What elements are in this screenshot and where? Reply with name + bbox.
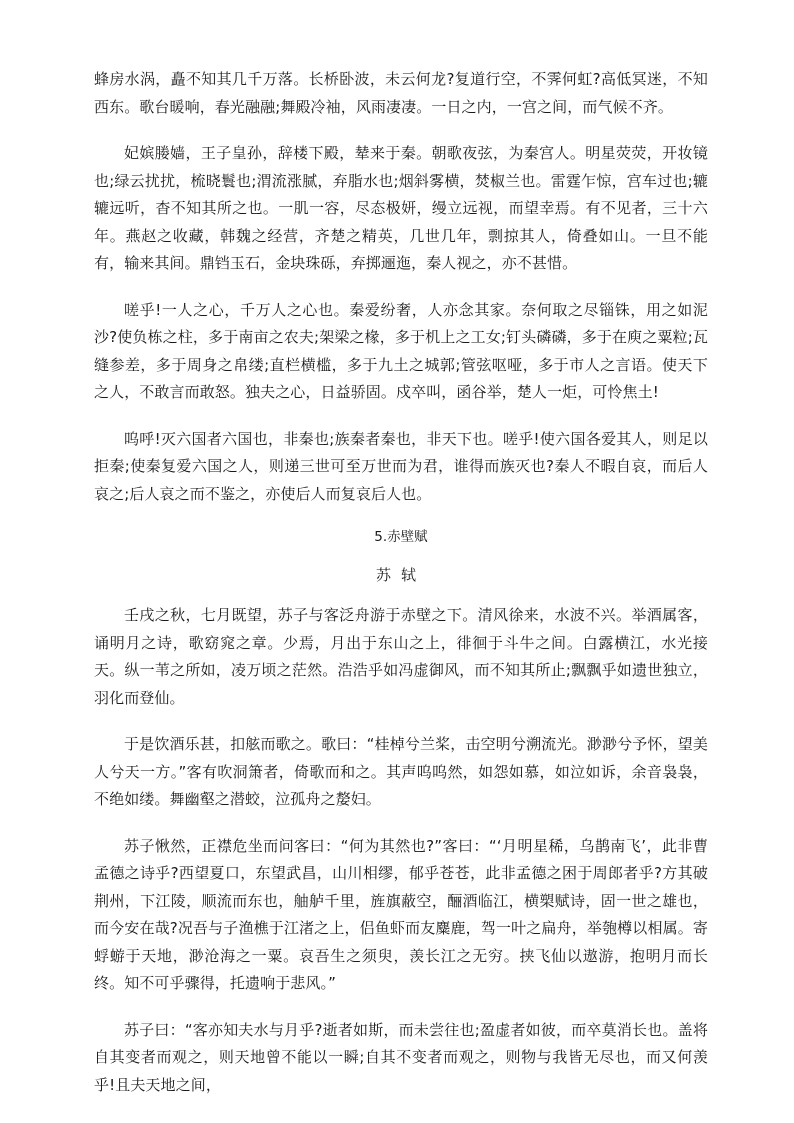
paragraph-ebang-2: 妃嫔媵嫱，王子皇孙，辞楼下殿，辇来于秦。朝歌夜弦，为秦宫人。明星荧荧，开妆镜也;绿云扰扰，梳晓鬟也;渭流涨腻，弃脂水也;烟斜雾横，焚椒兰也。雷霆乍惊，宫车过也;辘辘远听，杳不知其所之也。一肌一容，尽态极妍，缦立远视，而望幸焉。有不见者，三十六年。燕赵之收藏，韩魏之经营，齐楚之精英，几世几年，剽掠其人，倚叠如山。一旦不能有，输来其间。鼎铛玉石，金块珠砾，弃掷逦迤，秦人视之，亦不甚惜。 (94, 144, 708, 272)
paragraph-chibi-1: 壬戌之秋，七月既望，苏子与客泛舟游于赤壁之下。清风徐来，水波不兴。举酒属客，诵明月之诗，歌窈窕之章。少焉，月出于东山之上，徘徊于斗牛之间。白露横江，水光接天。纵一苇之所如，凌万顷之茫然。浩浩乎如冯虚御风，而不知其所止;飘飘乎如遗世独立，羽化而登仙。 (94, 606, 708, 707)
paragraph-chibi-3: 苏子愀然，正襟危坐而问客曰：“何为其然也?”客曰：“‘月明星稀，乌鹊南飞’，此非曹孟德之诗乎?西望夏口，东望武昌，山川相缪，郁乎苍苍，此非孟德之困于周郎者乎?方其破荆州，下江陵，顺流而东也，舳舻千里，旌旗蔽空，酾酒临江，横槊赋诗，固一世之雄也，而今安在哉?况吾与子渔樵于江渚之上，侣鱼虾而友麋鹿，驾一叶之扁舟，举匏樽以相属。寄蜉蝣于天地，渺沧海之一粟。哀吾生之须臾，羡长江之无穷。挟飞仙以遨游，抱明月而长终。知不可乎骤得，托遗响于悲风。” (94, 836, 708, 992)
section-title: 5.赤壁赋 (374, 529, 428, 545)
paragraph-chibi-2: 于是饮酒乐甚，扣舷而歌之。歌曰：“桂棹兮兰桨，击空明兮溯流光。渺渺兮予怀，望美人兮天一方。”客有吹洞箫者，倚歌而和之。其声呜呜然，如怨如慕，如泣如诉，余音袅袅，不绝如缕。舞幽壑之潜蛟，泣孤舟之嫠妇。 (94, 735, 708, 808)
author-name: 苏轼 (375, 566, 426, 584)
paragraph-ebang-3: 嗟乎!一人之心，千万人之心也。秦爱纷奢，人亦念其家。奈何取之尽锱铢，用之如泥沙?使负栋之柱，多于南亩之农夫;架梁之椽，多于机上之工女;钉头磷磷，多于在庾之粟粒;瓦缝参差，多于周身之帛缕;直栏横槛，多于九土之城郭;管弦呕哑，多于市人之言语。使天下之人，不敢言而敢怒。独夫之心，日益骄固。戍卒叫，函谷举，楚人一炬，可怜焦土! (94, 300, 708, 401)
paragraph-chibi-4: 苏子曰：“客亦知夫水与月乎?逝者如斯，而未尝往也;盈虚者如彼，而卒莫消长也。盖将自其变者而观之，则天地曾不能以一瞬;自其不变者而观之，则物与我皆无尽也，而又何羡乎!且夫天地之间， (94, 1020, 708, 1094)
paragraph-ebang-4: 呜呼!灭六国者六国也，非秦也;族秦者秦也，非天下也。嗟乎!使六国各爱其人，则足以拒秦;使秦复爱六国之人，则递三世可至万世而为君，谁得而族灭也?秦人不暇自哀，而后人哀之;后人哀之而不鉴之，亦使后人而复哀后人也。 (94, 429, 708, 503)
paragraph-ebang-1: 蜂房水涡，矗不知其几千万落。长桥卧波，未云何龙?复道行空，不霁何虹?高低冥迷，不知西东。歌台暖响，春光融融;舞殿冷袖，风雨凄凄。一日之内，一宫之间，而气候不齐。 (94, 70, 708, 116)
